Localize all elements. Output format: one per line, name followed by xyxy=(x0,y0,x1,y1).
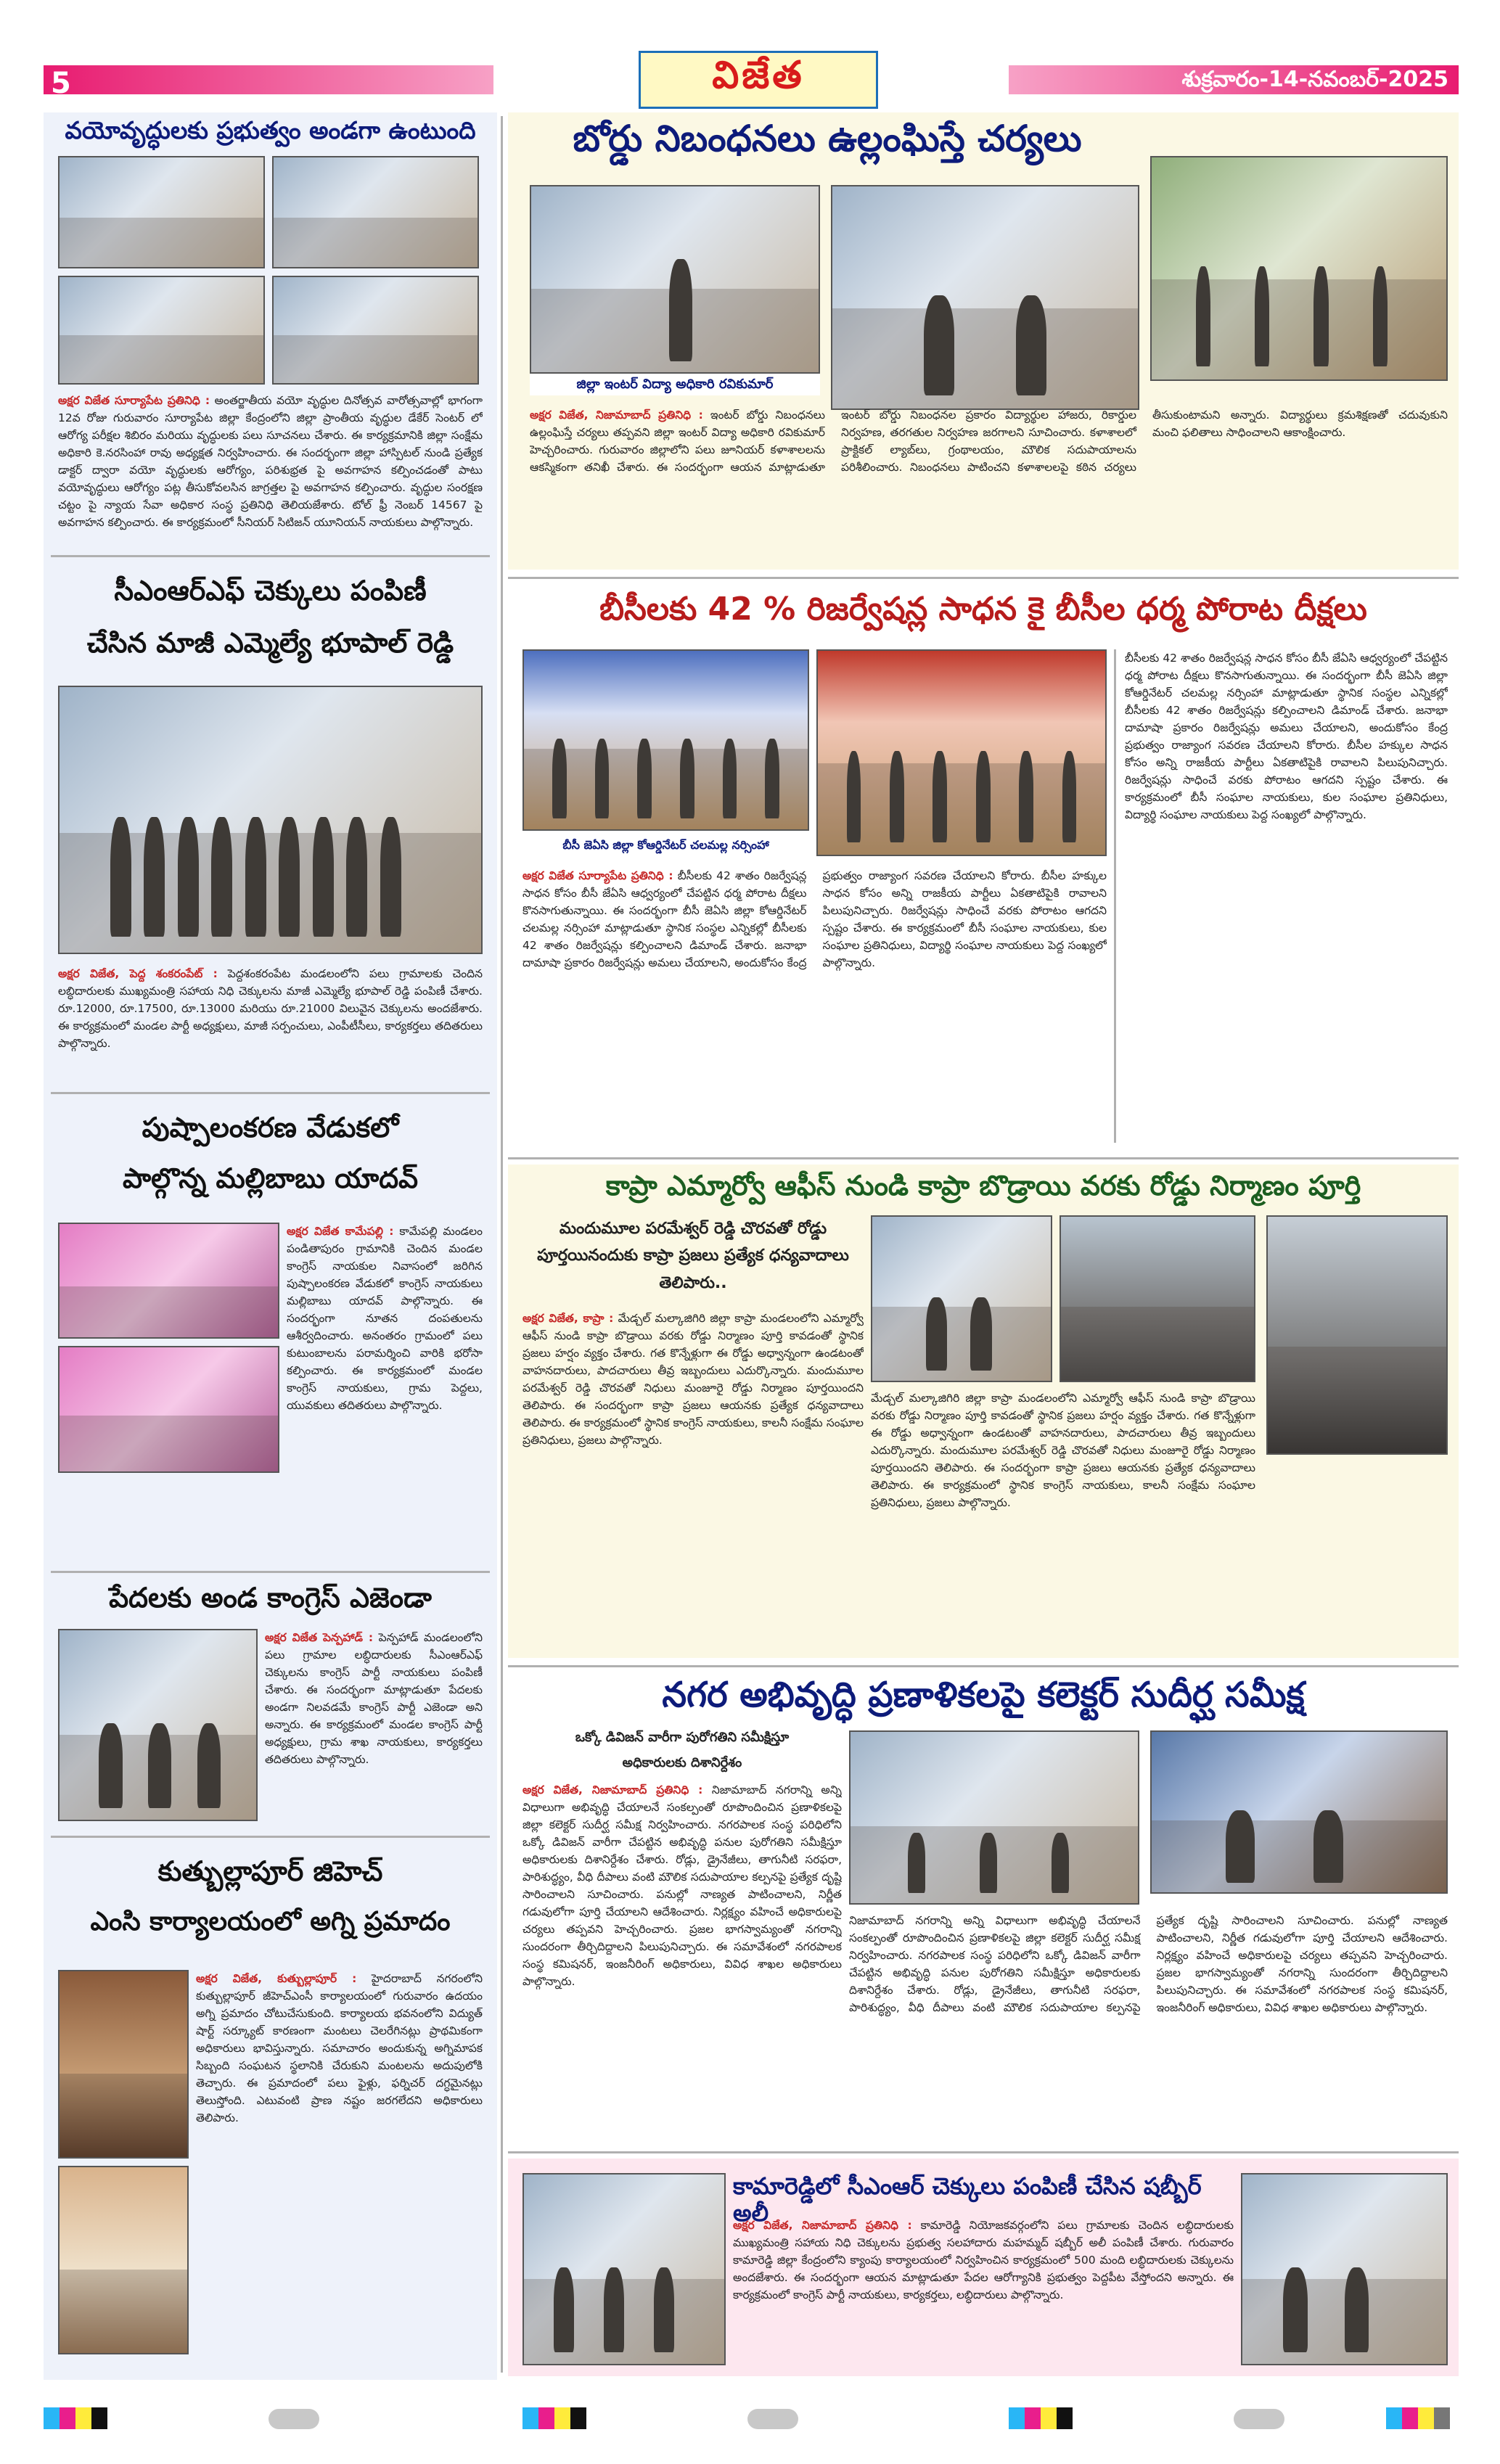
article-board-rules xyxy=(508,112,1459,570)
article-photo xyxy=(58,1346,279,1473)
divider xyxy=(51,1092,490,1094)
article-headline: పేదలకు అండ కాంగ్రెస్ ఎజెండా xyxy=(109,1582,432,1614)
article-text: మేడ్చల్ మల్కాజిగిరి జిల్లా కాప్రా మండలంలోని ఎమ్మార్వో ఆఫీస్ నుండి కాప్రా బొడ్రాయి వరకు రోడ్డు నిర్మాణం పూర్తి కావడంతో స్థానిక ప్రజలు హర్షం వ్యక్తం చేశారు. గత కొన్నేళ్లుగా ఈ రోడ్డు అధ్వాన్నంగా ఉండటంతో వాహనదారులు, పాదచారులు తీవ్ర ఇబ్బందులు ఎదుర్కొన్నారు. మందుమూల పరమేశ్వర్ రెడ్డి చొరవతో నిధులు మంజూరై రోడ్డు నిర్మాణం పూర్తయిందని తెలిపారు. ఈ సందర్భంగా కాప్రా ప్రజలు ఆయనకు ప్రత్యేక ధన్యవాదాలు తెలిపారు. ఈ కార్యక్రమంలో స్థానిక కాంగ్రెస్ నాయకులు, కాలనీ సంక్షేమ సంఘాల ప్రతినిధులు, ప్రజలు పాల్గొన్నారు. xyxy=(522,1312,864,1447)
article-photo xyxy=(522,2173,726,2365)
article-headline: సీఎంఆర్ఎఫ్ చెక్కులు పంపిణీ xyxy=(114,575,427,607)
divider xyxy=(508,2151,1459,2153)
article-body xyxy=(58,965,483,1081)
divider xyxy=(508,1157,1459,1159)
article-text: కామారెడ్డి నియోజకవర్గంలోని పలు గ్రామాలకు చెందిన లబ్ధిదారులకు ముఖ్యమంత్రి సహాయ నిధి చెక్కులను ప్రభుత్వ సలహాదారు మహమ్మద్ షబ్బీర్ అలీ పంపిణీ చేశారు. గురువారం కామారెడ్డి జిల్లా కేంద్రంలోని క్యాంపు కార్యాలయంలో నిర్వహించిన కార్యక్రమంలో 500 మంది లబ్ధిదారులకు చెక్కులను అందజేశారు. ఈ సందర్భంగా ఆయన మాట్లాడుతూ పేదల ఆరోగ్యానికి ప్రభుత్వం పెద్దపీట వేస్తోందని అన్నారు. ఈ కార్యక్రమంలో కాంగ్రెస్ పార్టీ నాయకులు, కార్యకర్తలు, లబ్ధిదారులు పాల్గొన్నారు. xyxy=(733,2219,1234,2302)
article-photo xyxy=(58,1223,279,1339)
article-dateline: అక్షర విజేత, పెద్ద శంకరంపేట్ : xyxy=(58,967,218,980)
article-body xyxy=(58,392,483,544)
article-text: నిజామాబాద్ నగరాన్ని అన్ని విధాలుగా అభివృద్ధి చేయాలనే సంకల్పంతో రూపొందించిన ప్రణాళికలపై జిల్లా కలెక్టర్ సుదీర్ఘ సమీక్ష నిర్వహించారు. నగరపాలక సంస్థ పరిధిలోని ఒక్కో డివిజన్ వారీగా చేపట్టిన అభివృద్ధి పనుల పురోగతిని సమీక్షిస్తూ అధికారులకు దిశానిర్దేశం చేశారు. రోడ్లు, డ్రైనేజీలు, తాగునీటి సరఫరా, పారిశుద్ధ్యం, వీధి దీపాలు వంటి మౌలిక సదుపాయాల కల్పనపై ప్రత్యేక దృష్టి సారించాలని సూచించారు. పనుల్లో నాణ్యత పాటించాలని, నిర్ణీత గడువులోగా పూర్తి చేయాలని ఆదేశించారు. నిర్లక్ష్యం వహించే అధికారులపై చర్యలు తప్పవని హెచ్చరించారు. ప్రజల భాగస్వామ్యంతో నగరాన్ని సుందరంగా తీర్చిదిద్దాలని పిలుపునిచ్చారు. ఈ సమావేశంలో నగరపాలక సంస్థ కమిషనర్, ఇంజనీరింగ్ అధికారులు, వివిధ శాఖల అధికారులు పాల్గొన్నారు. xyxy=(522,1783,842,1989)
article-photo xyxy=(58,1629,258,1821)
left-column xyxy=(44,112,497,2380)
article-text: ఇంటర్ బోర్డు నిబంధనలు ఉల్లంఘిస్తే చర్యలు తప్పవని జిల్లా ఇంటర్ విద్యా అధికారి రవికుమార్ హెచ్చరించారు. గురువారం జిల్లాలోని పలు జూనియర్ కళాశాలలను ఆకస్మికంగా తనిఖీ చేశారు. ఈ సందర్భంగా ఆయన మాట్లాడుతూ ఇంటర్ బోర్డు నిబంధనల ప్రకారం విద్యార్థుల హాజరు, రికార్డుల నిర్వహణ, తరగతుల నిర్వహణ జరగాలని సూచించారు. కళాశాలలో ప్రాక్టికల్ ల్యాబ్‌లు, గ్రంథాలయం, మౌలిక సదుపాయాలను పరిశీలించారు. నిబంధనలు పాటించని కళాశాలలపై కఠిన చర్యలు తీసుకుంటామని అన్నారు. విద్యార్థులు క్రమశిక్షణతో చదువుకుని మంచి ఫలితాలు సాధించాలని ఆకాంక్షించారు. xyxy=(530,408,1448,475)
article-body xyxy=(522,1781,842,2137)
article-elderly-support xyxy=(51,112,490,548)
article-collector-review xyxy=(508,1672,1459,2144)
article-photo xyxy=(272,276,479,385)
article-photo xyxy=(522,649,809,831)
article-flower-ceremony xyxy=(51,1099,490,1571)
article-headline: బోర్డు నిబంధనలు ఉల్లంఘిస్తే చర్యలు xyxy=(573,118,1082,160)
right-column xyxy=(508,112,1459,2380)
column-divider xyxy=(501,116,503,2373)
article-fire-accident xyxy=(51,1843,490,2376)
article-dateline: అక్షర విజేత, కాప్రా : xyxy=(522,1312,614,1325)
article-dateline: అక్షర విజేత కామేపల్లి : xyxy=(287,1225,394,1238)
article-headline: పుష్పాలంకరణ వేడుకలో xyxy=(142,1112,399,1143)
article-body xyxy=(733,2217,1234,2365)
masthead xyxy=(44,51,1459,109)
article-text: అంతర్జాతీయ వయో వృద్ధుల దినోత్సవ వారోత్సవాల్లో భాగంగా 12వ రోజు గురువారం సూర్యాపేట జిల్లా కేంద్రంలోని జిల్లా ప్రాంతీయ వృద్ధుల డేకేర్ సెంటర్ లో ఆరోగ్య పరీక్షల శిబిరం మరియు వృద్ధులకు పలు సూచనలు చేశారు. ఈ కార్యక్రమానికి జిల్లా సంక్షేమ అధికారి కె.నరసింహా రావు అధ్యక్షత నిర్వహించారు. ఈ సందర్భంగా జిల్లా హాస్పిటల్ నుండి ప్రత్యేక డాక్టర్ ద్వారా వయో వృద్ధులకు ఆరోగ్యం, పరిశుభ్రత పై అవగాహన కల్పించడంతో పాటు వయోవృద్ధులు ఆరోగ్యం పట్ల తీసుకోవలసిన జాగ్రత్తల పై అవగాహన కల్పించారు. వృద్ధుల సంరక్షణ చట్టం పై న్యాయ సేవా అధికార సంస్థ ప్రతినిధి తెలియజేశారు. టోల్ ఫ్రీ నెంబర్ 14567 పై అవగాహన కల్పించారు. ఈ కార్యక్రమంలో సీనియర్ సిటిజన్ యూనియన్ నాయకులు పాల్గొన్నారు. xyxy=(58,394,483,530)
article-body xyxy=(196,1970,483,2354)
article-subhead: అధికారులకు దిశానిర్దేశం xyxy=(622,1755,742,1770)
divider xyxy=(1114,649,1116,1143)
article-headline: కుత్బుల్లాపూర్ జిహెచ్ xyxy=(157,1855,383,1887)
color-bar xyxy=(1386,2407,1450,2429)
masthead-left-bar xyxy=(44,65,493,94)
article-body xyxy=(265,1629,483,1821)
article-dateline: అక్షర విజేత, నిజామాబాద్ ప్రతినిధి : xyxy=(530,408,703,422)
article-headline: ఎంసి కార్యాలయంలో అగ్ని ప్రమాదం xyxy=(90,1906,451,1937)
article-text: బీసీలకు 42 శాతం రిజర్వేషన్ల సాధన కోసం బీసీ జేఏసి ఆధ్వర్యంలో చేపట్టిన ధర్మ పోరాట దీక్షలు కొనసాగుతున్నాయి. ఈ సందర్భంగా బీసీ జెఏసి జిల్లా కోఆర్డినేటర్ చలమల్ల నర్సింహా మాట్లాడుతూ స్థానిక సంస్థల ఎన్నికల్లో బీసీలకు 42 శాతం రిజర్వేషన్లు కల్పించాలని డిమాండ్ చేశారు. జనాభా దామాషా ప్రకారం రిజర్వేషన్లు అమలు చేయాలని, అందుకోసం కేంద్ర ప్రభుత్వం రాజ్యాంగ సవరణ చేయాలని కోరారు. బీసీల హక్కుల సాధన కోసం అన్ని రాజకీయ పార్టీలు ఏకతాటిపైకి రావాలని పిలుపునిచ్చారు. రిజర్వేషన్లు సాధించే వరకు పోరాటం ఆగదని స్పష్టం చేశారు. ఈ కార్యక్రమంలో బీసీ సంఘాల నాయకులు, కుల సంఘాల ప్రతినిధులు, విద్యార్థి సంఘాల నాయకులు పెద్ద సంఖ్యలో పాల్గొన్నారు. xyxy=(1125,652,1448,822)
photo-caption: బీసీ జెఏసి జిల్లా కోఆర్డినేటర్ చలమల్ల నర్సింహా xyxy=(522,834,809,856)
article-photo xyxy=(831,185,1139,410)
article-photo xyxy=(272,156,479,268)
article-photo xyxy=(1241,2173,1448,2365)
article-photo xyxy=(530,185,820,374)
article-photo xyxy=(58,156,265,268)
article-cmrf-bhupal-reddy xyxy=(51,562,490,1085)
article-body-continued xyxy=(849,1912,1448,2137)
issue-date: శుక్రవారం-14-నవంబర్-2025 xyxy=(1181,67,1448,92)
article-congress-agenda xyxy=(51,1578,490,1828)
registration-pill xyxy=(747,2409,798,2429)
article-photo xyxy=(58,686,483,954)
article-dateline: అక్షర విజేత, నిజామాబాద్ ప్రతినిధి : xyxy=(733,2219,912,2232)
article-text: హైదరాబాద్ నగరంలోని కుత్బుల్లాపూర్ జీహెచ్ఎంసీ కార్యాలయంలో గురువారం ఉదయం అగ్ని ప్రమాదం చోటుచేసుకుంది. కార్యాలయ భవనంలోని విద్యుత్ షార్ట్ సర్క్యూట్ కారణంగా మంటలు చెలరేగినట్లు ప్రాథమికంగా అధికారులు భావిస్తున్నారు. సమాచారం అందుకున్న అగ్నిమాపక సిబ్బంది సంఘటన స్థలానికి చేరుకుని మంటలను అదుపులోకి తెచ్చారు. ఈ ప్రమాదంలో పలు ఫైళ్లు, ఫర్నిచర్ దగ్ధమైనట్లు తెలుస్తోంది. ఎటువంటి ప్రాణ నష్టం జరగలేదని అధికారులు తెలిపారు. xyxy=(196,1972,483,2125)
article-photo xyxy=(58,276,265,385)
article-subhead: మందుమూల పరమేశ్వర్ రెడ్డి చొరవతో రోడ్డు పూర్తయినందుకు కాప్రా ప్రజలు ప్రత్యేక ధన్యవాదాలు తెలిపారు.. xyxy=(537,1220,849,1292)
article-dateline: అక్షర విజేత సూర్యాపేట ప్రతినిధి : xyxy=(522,869,673,882)
logo-text: విజేత xyxy=(712,53,805,97)
article-photo xyxy=(1150,156,1448,381)
article-body-continued xyxy=(1125,649,1448,1143)
article-text: మేడ్చల్ మల్కాజిగిరి జిల్లా కాప్రా మండలంలోని ఎమ్మార్వో ఆఫీస్ నుండి కాప్రా బొడ్రాయి వరకు రోడ్డు నిర్మాణం పూర్తి కావడంతో స్థానిక ప్రజలు హర్షం వ్యక్తం చేశారు. గత కొన్నేళ్లుగా ఈ రోడ్డు అధ్వాన్నంగా ఉండటంతో వాహనదారులు, పాదచారులు తీవ్ర ఇబ్బందులు ఎదుర్కొన్నారు. మందుమూల పరమేశ్వర్ రెడ్డి చొరవతో నిధులు మంజూరై రోడ్డు నిర్మాణం పూర్తయిందని తెలిపారు. ఈ సందర్భంగా కాప్రా ప్రజలు ఆయనకు ప్రత్యేక ధన్యవాదాలు తెలిపారు. ఈ కార్యక్రమంలో స్థానిక కాంగ్రెస్ నాయకులు, కాలనీ సంక్షేమ సంఘాల ప్రతినిధులు, ప్రజలు పాల్గొన్నారు. xyxy=(871,1392,1255,1510)
article-bc-reservation xyxy=(508,584,1459,1150)
article-body xyxy=(530,406,1448,566)
article-subhead: ఒక్కో డివిజన్ వారీగా పురోగతిని సమీక్షిస్తూ xyxy=(575,1730,790,1745)
article-text: బీసీలకు 42 శాతం రిజర్వేషన్ల సాధన కోసం బీసీ జేఏసి ఆధ్వర్యంలో చేపట్టిన ధర్మ పోరాట దీక్షలు కొనసాగుతున్నాయి. ఈ సందర్భంగా బీసీ జెఏసి జిల్లా కోఆర్డినేటర్ చలమల్ల నర్సింహా మాట్లాడుతూ స్థానిక సంస్థల ఎన్నికల్లో బీసీలకు 42 శాతం రిజర్వేషన్లు కల్పించాలని డిమాండ్ చేశారు. జనాభా దామాషా ప్రకారం రిజర్వేషన్లు అమలు చేయాలని, అందుకోసం కేంద్ర ప్రభుత్వం రాజ్యాంగ సవరణ చేయాలని కోరారు. బీసీల హక్కుల సాధన కోసం అన్ని రాజకీయ పార్టీలు ఏకతాటిపైకి రావాలని పిలుపునిచ్చారు. రిజర్వేషన్లు సాధించే వరకు పోరాటం ఆగదని స్పష్టం చేశారు. ఈ కార్యక్రమంలో బీసీ సంఘాల నాయకులు, కుల సంఘాల ప్రతినిధులు, విద్యార్థి సంఘాల నాయకులు పెద్ద సంఖ్యలో పాల్గొన్నారు. xyxy=(522,869,1107,970)
article-photo xyxy=(1150,1730,1448,1894)
print-registration-marks xyxy=(0,2407,1500,2436)
registration-pill xyxy=(269,2409,319,2429)
article-photo xyxy=(1060,1215,1255,1382)
article-photo xyxy=(816,649,1107,856)
article-headline: కామారెడ్డిలో సీఎంఆర్ చెక్కులు పంపిణీ చేసిన షబ్బీర్ అలీ xyxy=(733,2172,1202,2227)
divider xyxy=(51,1836,490,1838)
article-headline: బీసీలకు 42 % రిజర్వేషన్ల సాధన కై బీసీల ధర్మ పోరాట దీక్షలు xyxy=(599,591,1367,628)
article-photo xyxy=(1266,1215,1448,1455)
article-shabbir-ali-cmr xyxy=(508,2159,1459,2376)
divider xyxy=(508,577,1459,579)
color-bar xyxy=(522,2407,586,2429)
article-headline: పాల్గొన్న మల్లిబాబు యాదవ్ xyxy=(122,1162,419,1194)
color-bar xyxy=(44,2407,107,2429)
article-text: పెన్పహాడ్ మండలంలోని పలు గ్రామాల లబ్ధిదారులకు సీఎంఆర్ఎఫ్ చెక్కులను కాంగ్రెస్ పార్టీ నాయకులు పంపిణీ చేశారు. ఈ సందర్భంగా మాట్లాడుతూ పేదలకు అండగా నిలవడమే కాంగ్రెస్ పార్టీ ఎజెండా అని అన్నారు. ఈ కార్యక్రమంలో మండల కాంగ్రెస్ పార్టీ అధ్యక్షులు, గ్రామ శాఖ నాయకులు, కార్యకర్తలు తదితరులు పాల్గొన్నారు. xyxy=(265,1631,483,1767)
article-text: కామేపల్లి మండలం పండితాపురం గ్రామానికి చెందిన మండల కాంగ్రెస్ నాయకుల నివాసంలో జరిగిన పుష్పాలంకరణ వేడుకలో కాంగ్రెస్ నాయకులు మల్లిబాబు యాదవ్ పాల్గొన్నారు. ఈ సందర్భంగా నూతన దంపతులను ఆశీర్వదించారు. అనంతరం గ్రామంలో పలు కుటుంబాలను పరామర్శించి వారికి భరోసా కల్పించారు. ఈ కార్యక్రమంలో మండల కాంగ్రెస్ నాయకులు, గ్రామ పెద్దలు, యువకులు తదితరులు పాల్గొన్నారు. xyxy=(287,1225,483,1413)
article-body xyxy=(522,1310,864,1651)
article-text: పెద్దశంకరంపేట మండలంలోని పలు గ్రామాలకు చెందిన లబ్ధిదారులకు ముఖ్యమంత్రి సహాయ నిధి చెక్కులను మాజీ ఎమ్మెల్యే భూపాల్ రెడ్డి పంపిణీ చేశారు. రూ.12000, రూ.17500, రూ.13000 మరియు రూ.21000 విలువైన చెక్కులను అందజేశారు. ఈ కార్యక్రమంలో మండల పార్టీ అధ్యక్షులు, మాజీ సర్పంచులు, ఎంపీటీసీలు, కార్యకర్తలు తదితరులు పాల్గొన్నారు. xyxy=(58,967,483,1051)
article-headline: చేసిన మాజీ ఎమ్మెల్యే భూపాల్ రెడ్డి xyxy=(86,626,454,659)
photo-caption: జిల్లా ఇంటర్ విద్యా అధికారి రవికుమార్ xyxy=(530,374,820,395)
registration-pill xyxy=(1234,2409,1284,2429)
page-number: 5 xyxy=(51,67,71,100)
divider xyxy=(51,555,490,557)
color-bar xyxy=(1009,2407,1073,2429)
newspaper-logo xyxy=(639,51,878,109)
article-text: నిజామాబాద్ నగరాన్ని అన్ని విధాలుగా అభివృద్ధి చేయాలనే సంకల్పంతో రూపొందించిన ప్రణాళికలపై జిల్లా కలెక్టర్ సుదీర్ఘ సమీక్ష నిర్వహించారు. నగరపాలక సంస్థ పరిధిలోని ఒక్కో డివిజన్ వారీగా చేపట్టిన అభివృద్ధి పనుల పురోగతిని సమీక్షిస్తూ అధికారులకు దిశానిర్దేశం చేశారు. రోడ్లు, డ్రైనేజీలు, తాగునీటి సరఫరా, పారిశుద్ధ్యం, వీధి దీపాలు వంటి మౌలిక సదుపాయాల కల్పనపై ప్రత్యేక దృష్టి సారించాలని సూచించారు. పనుల్లో నాణ్యత పాటించాలని, నిర్ణీత గడువులోగా పూర్తి చేయాలని ఆదేశించారు. నిర్లక్ష్యం వహించే అధికారులపై చర్యలు తప్పవని హెచ్చరించారు. ప్రజల భాగస్వామ్యంతో నగరాన్ని సుందరంగా తీర్చిదిద్దాలని పిలుపునిచ్చారు. ఈ సమావేశంలో నగరపాలక సంస్థ కమిషనర్, ఇంజనీరింగ్ అధికారులు, వివిధ శాఖల అధికారులు పాల్గొన్నారు. xyxy=(849,1914,1448,2015)
article-photo xyxy=(871,1215,1052,1382)
article-headline: నగర అభివృద్ధి ప్రణాళికలపై కలెక్టర్ సుదీర్ఘ సమీక్ష xyxy=(662,1675,1305,1715)
article-photo xyxy=(58,2166,189,2354)
article-kapra-road xyxy=(508,1165,1459,1658)
article-headline: వయోవృద్ధులకు ప్రభుత్వం అండగా ఉంటుంది xyxy=(65,116,476,144)
article-headline: కాప్రా ఎమ్మార్వో ఆఫీస్ నుండి కాప్రా బొడ్రాయి వరకు రోడ్డు నిర్మాణం పూర్తి xyxy=(605,1170,1361,1202)
divider xyxy=(508,1665,1459,1667)
article-body xyxy=(522,867,1107,1143)
divider xyxy=(51,1571,490,1573)
article-photo xyxy=(849,1730,1139,1905)
article-body xyxy=(287,1223,483,1473)
article-dateline: అక్షర విజేత పెన్పహాడ్ : xyxy=(265,1631,374,1644)
article-dateline: అక్షర విజేత, కుత్బుల్లాపూర్ : xyxy=(196,1972,357,1985)
article-dateline: అక్షర విజేత సూర్యాపేట ప్రతినిధి : xyxy=(58,394,210,407)
article-body-continued xyxy=(871,1389,1255,1651)
article-photo xyxy=(58,1970,189,2159)
article-dateline: అక్షర విజేత, నిజామాబాద్ ప్రతినిధి : xyxy=(522,1783,703,1796)
